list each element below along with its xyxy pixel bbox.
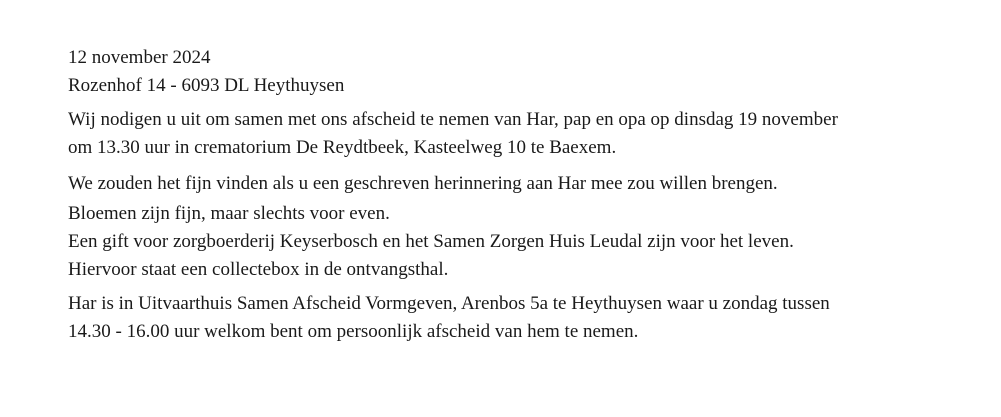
flowers-line: Bloemen zijn fijn, maar slechts voor even. [68,203,390,224]
header-block [68,44,988,100]
visit-line: Har is in Uitvaarthuis Samen Afscheid Vormgeven, Arenbos 5a te Heythuysen waar u zondag tussen [68,293,830,314]
gift-line: Een gift voor zorgboerderij Keyserbosch en het Samen Zorgen Huis Leudal zijn voor het leven. [68,231,794,252]
document-body [68,44,988,346]
memory-paragraph [68,170,988,198]
memory-line: We zouden het fijn vinden als u een geschreven herinnering aan Har mee zou willen brengen. [68,173,778,194]
collection-box-line: Hiervoor staat een collectebox in de ontvangsthal. [68,259,449,280]
date-line: 12 november 2024 [68,47,211,68]
visit-line: 14.30 - 16.00 uur welkom bent om persoonlijk afscheid van hem te nemen. [68,321,639,342]
flowers-paragraph [68,200,988,284]
invitation-paragraph [68,106,988,162]
address-line: Rozenhof 14 - 6093 DL Heythuysen [68,75,345,96]
visit-paragraph [68,290,988,346]
invitation-line: Wij nodigen u uit om samen met ons afscheid te nemen van Har, pap en opa op dinsdag 19 november [68,109,838,130]
invitation-line: om 13.30 uur in crematorium De Reydtbeek, Kasteelweg 10 te Baexem. [68,137,617,158]
